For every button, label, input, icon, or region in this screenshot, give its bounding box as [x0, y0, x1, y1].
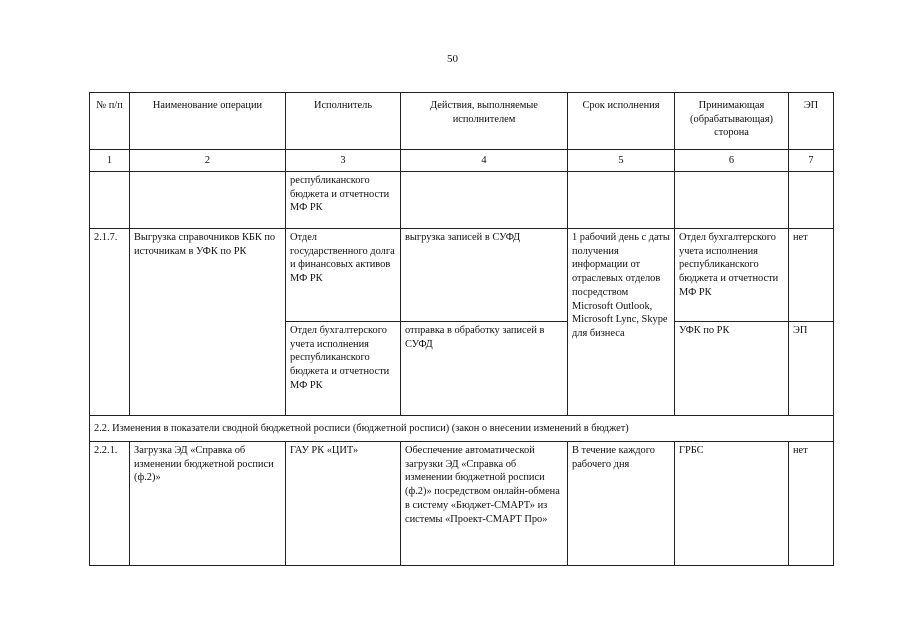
action-cell: выгрузка записей в СУФД: [401, 229, 568, 322]
row-number: 2.2.1.: [90, 442, 130, 566]
column-number: 6: [675, 150, 789, 172]
table-row-continuation: [90, 172, 834, 229]
executor-cell: Отдел бухгалтерского учета исполнения республиканского бюджета и отчетности МФ РК: [286, 322, 401, 416]
header-cell: Наименование операции: [130, 93, 286, 150]
column-number: 5: [568, 150, 675, 172]
header-cell: № п/п: [90, 93, 130, 150]
receiver-cell: УФК по РК: [675, 322, 789, 416]
column-number: 7: [789, 150, 834, 172]
header-cell: Срок исполнения: [568, 93, 675, 150]
receiver-cell: Отдел бухгалтерского учета исполнения республиканского бюджета и отчетности МФ РК: [675, 229, 789, 322]
executor-cell: республиканского бюджета и отчетности МФ РК: [286, 172, 401, 229]
deadline-cell: В течение каждого рабочего дня: [568, 442, 675, 566]
operation-name: Загрузка ЭД «Справка об изменении бюджетной росписи (ф.2)»: [130, 442, 286, 566]
action-cell: отправка в обработку записей в СУФД: [401, 322, 568, 416]
column-number: 2: [130, 150, 286, 172]
ep-cell: нет: [789, 442, 834, 566]
section-title: 2.2. Изменения в показатели сводной бюджетной росписи (бюджетной росписи) (закон о внесении изменений в бюджет): [90, 416, 834, 442]
header-cell: Принимающая (обрабатывающая) сторона: [675, 93, 789, 150]
table-row-2-1-7: [90, 229, 834, 322]
operations-table: [89, 92, 834, 566]
action-cell: Обеспечение автоматической загрузки ЭД «Справка об изменении бюджетной росписи (ф.2)» посредством онлайн-обмена в систему «Бюджет-СМАРТ» из системы «Проект-СМАРТ Про»: [401, 442, 568, 566]
page-number: 50: [447, 53, 458, 65]
header-cell: Исполнитель: [286, 93, 401, 150]
table-header-row: [90, 93, 834, 150]
column-number: 3: [286, 150, 401, 172]
receiver-cell: ГРБС: [675, 442, 789, 566]
table-row-2-2-1: [90, 442, 834, 566]
row-number: 2.1.7.: [90, 229, 130, 416]
executor-cell: Отдел государственного долга и финансовых активов МФ РК: [286, 229, 401, 322]
section-row-2-2: [90, 416, 834, 442]
header-cell: ЭП: [789, 93, 834, 150]
column-number: 4: [401, 150, 568, 172]
operation-name: Выгрузка справочников КБК по источникам в УФК по РК: [130, 229, 286, 416]
ep-cell: нет: [789, 229, 834, 322]
column-number: 1: [90, 150, 130, 172]
column-number-row: [90, 150, 834, 172]
executor-cell: ГАУ РК «ЦИТ»: [286, 442, 401, 566]
deadline-cell: 1 рабочий день с даты получения информации от отраслевых отделов посредством Microsoft Outlook, Microsoft Lync, Skype для бизнеса: [568, 229, 675, 416]
header-cell: Действия, выполняемые исполнителем: [401, 93, 568, 150]
ep-cell: ЭП: [789, 322, 834, 416]
